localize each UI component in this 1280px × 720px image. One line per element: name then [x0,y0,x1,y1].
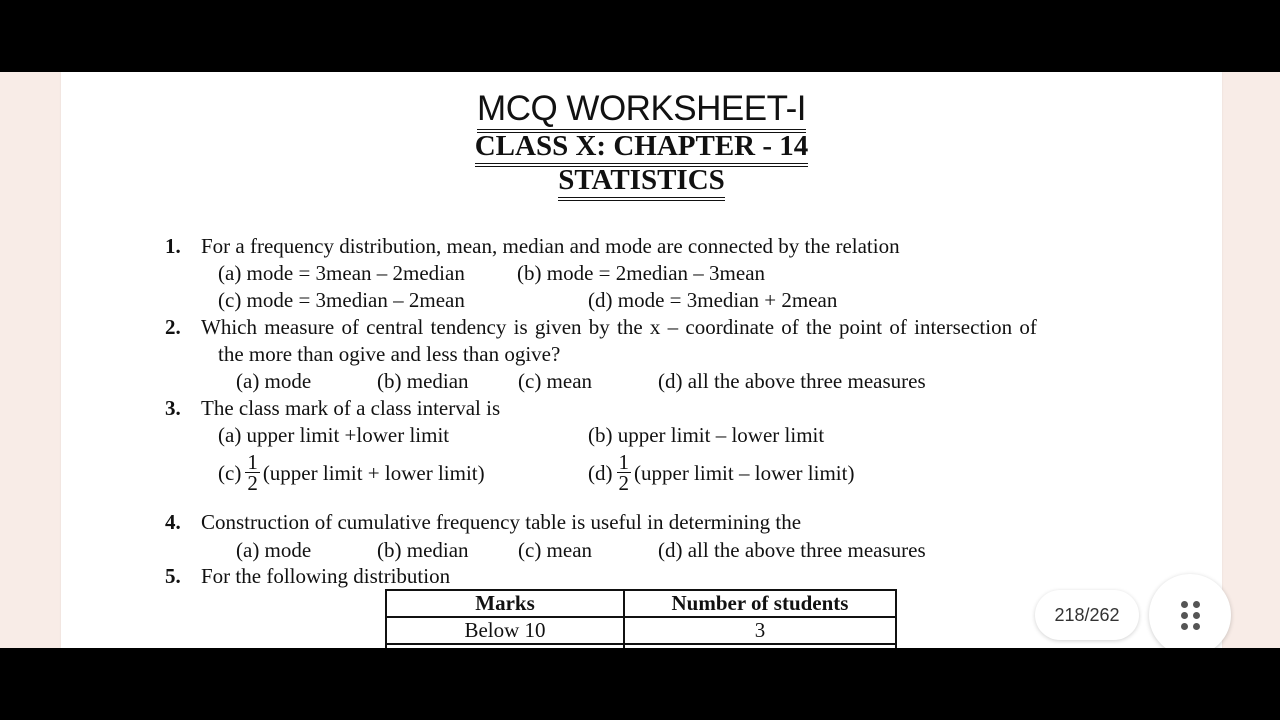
question-3-option-d [588,452,854,493]
question-1-number: 1. [165,234,181,258]
question-3-option-b: (b) upper limit – lower limit [588,423,825,447]
table-header-marks: Marks [386,590,624,617]
question-4-text: Construction of cumulative frequency table is useful in determining the [201,510,802,534]
top-black-bar [0,0,1280,72]
option-c-text: (upper limit + lower limit) [262,460,485,485]
question-4-option-d: (d) all the above three measures [658,538,926,562]
question-4-option-c: (c) mean [518,538,593,562]
pdf-viewer[interactable] [0,72,1280,648]
option-c-label: (c) [218,460,242,485]
one-half-fraction: $\frac{1}{2}$ [618,450,629,495]
question-2-option-a: (a) mode [236,369,312,393]
question-3-option-c [218,452,485,493]
option-d-label: (d) [588,460,613,485]
question-1-option-a: (a) mode = 3mean – 2median [218,261,465,285]
question-1-option-c: (c) mode = 3median – 2mean [218,288,465,312]
question-3-option-a: (a) upper limit +lower limit [218,423,450,447]
table-cell-students: 3 [624,617,896,644]
worksheet-title: MCQ WORKSHEET-I [61,89,1222,129]
question-1-option-b: (b) mode = 2median – 3mean [517,261,766,285]
bottom-black-bar [0,648,1280,720]
one-half-fraction: $\frac{1}{2}$ [247,450,258,495]
table-header-row [386,590,896,617]
question-1-option-d: (d) mode = 3median + 2mean [588,288,838,312]
question-2-number: 2. [165,315,181,339]
question-2-option-c: (c) mean [518,369,593,393]
question-2-option-d: (d) all the above three measures [658,369,926,393]
class-chapter-heading: CLASS X: CHAPTER - 14 [61,130,1222,163]
question-5-text: For the following distribution [201,564,451,588]
question-1-text: For a frequency distribution, mean, median and mode are connected by the relation [201,234,900,258]
question-2-text-line2: the more than ogive and less than ogive? [218,342,561,366]
page-grid-button[interactable] [1149,574,1231,648]
table-cell-marks: Below 10 [386,617,624,644]
question-4-option-b: (b) median [377,538,469,562]
question-5-number: 5. [165,564,181,588]
page-counter-badge: 218/262 [1035,590,1139,640]
option-d-text: (upper limit – lower limit) [634,460,855,485]
grid-dots-icon [1181,601,1200,630]
question-2-option-b: (b) median [377,369,469,393]
table-row [386,617,896,644]
question-2-text: Which measure of central tendency is given by the x – coordinate of the point of intersection of [201,315,1037,339]
chapter-name-heading: STATISTICS [61,164,1222,197]
question-4-number: 4. [165,510,181,534]
table-header-students: Number of students [624,590,896,617]
question-3-number: 3. [165,396,181,420]
marks-distribution-table [385,589,897,648]
document-page [61,72,1222,648]
question-4-option-a: (a) mode [236,538,312,562]
question-3-text: The class mark of a class interval is [201,396,501,420]
